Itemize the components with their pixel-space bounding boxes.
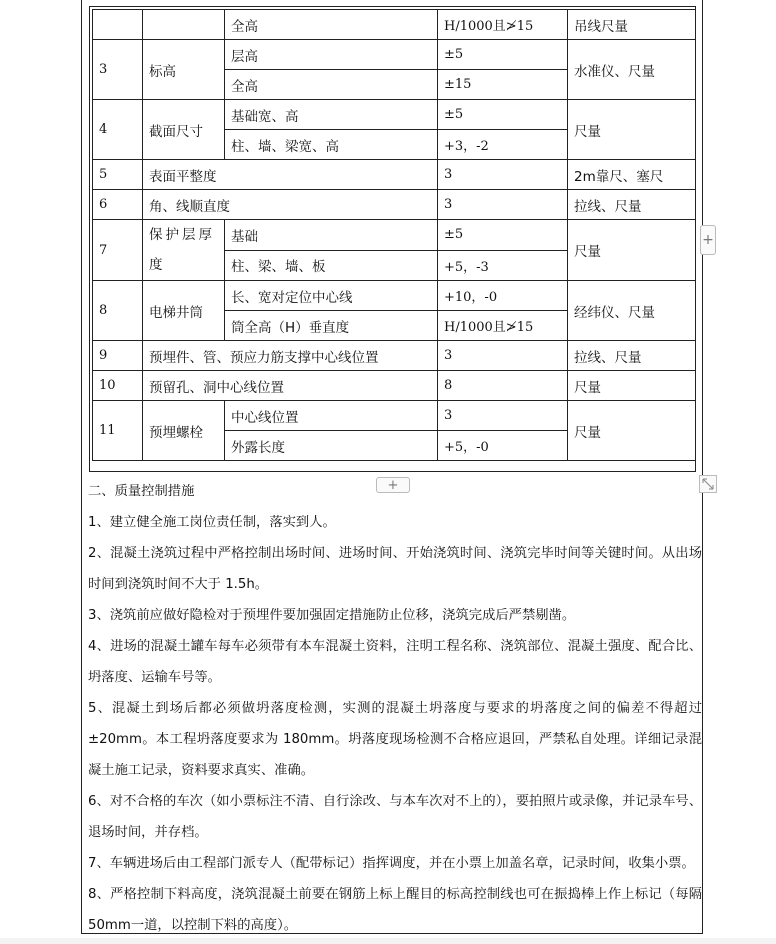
cell-method[interactable]: 尺量 <box>568 100 696 160</box>
table-row <box>93 190 696 220</box>
cell-no[interactable]: 8 <box>93 281 143 341</box>
cell-tolerance[interactable]: ±15 <box>438 70 568 100</box>
cell-method[interactable]: 吊线尺量 <box>568 10 696 40</box>
cell-method[interactable]: 水准仪、尺量 <box>568 40 696 100</box>
cell-method[interactable]: 拉线、尺量 <box>568 190 696 220</box>
cell-item[interactable]: 电梯井筒 <box>143 281 225 341</box>
cell-tolerance[interactable]: 8 <box>438 371 568 401</box>
cell-item[interactable]: 预埋螺栓 <box>143 401 225 461</box>
cell-item[interactable]: 角、线顺直度 <box>143 190 438 220</box>
cell-item[interactable]: 保护层厚度 <box>143 220 225 281</box>
cell-tolerance[interactable]: H/1000且≯15 <box>438 311 568 341</box>
cell-tolerance[interactable]: ±5 <box>438 100 568 130</box>
cell-tolerance[interactable]: +5，-0 <box>438 431 568 461</box>
cell-no[interactable]: 7 <box>93 220 143 281</box>
list-item: 1、建立健全施工岗位责任制，落实到人。 <box>88 515 336 530</box>
table-row <box>93 40 696 70</box>
cell-item[interactable]: 预留孔、洞中心线位置 <box>143 371 438 401</box>
cell-sub[interactable]: 柱、墙、梁宽、高 <box>225 130 438 160</box>
cell-no[interactable]: 9 <box>93 341 143 371</box>
tolerance-table <box>89 6 696 472</box>
cell-sub[interactable]: 筒全高（H）垂直度 <box>225 311 438 341</box>
cell-sub[interactable]: 外露长度 <box>225 431 438 461</box>
section-heading: 二、质量控制措施 <box>88 484 195 499</box>
cell-item[interactable]: 表面平整度 <box>143 160 438 190</box>
list-item: 5、混凝土到场后都必须做坍落度检测，实测的混凝土坍落度与要求的坍落度之间的偏差不得超过±20mm。本工程坍落度要求为 180mm。坍落度现场检测不合格应退回，严禁私自处理。详细记录混凝土施工记录，资料要求真实、准确。 <box>88 701 702 778</box>
add-column-button[interactable] <box>700 225 716 255</box>
table-row <box>93 341 696 371</box>
cell-tolerance[interactable]: 3 <box>438 160 568 190</box>
page-bottom-gutter <box>0 938 776 944</box>
cell-method[interactable]: 2m靠尺、塞尺 <box>568 160 696 190</box>
cell-sub[interactable]: 柱、梁、墙、板 <box>225 250 438 281</box>
table-row <box>93 401 696 431</box>
cell-tolerance[interactable]: 3 <box>438 401 568 431</box>
cell-sub[interactable]: 全高 <box>225 10 438 40</box>
table-row <box>93 371 696 401</box>
cell-tolerance[interactable]: +5，-3 <box>438 250 568 281</box>
cell-tolerance[interactable]: ±5 <box>438 220 568 251</box>
list-item: 3、浇筑前应做好隐检对于预埋件要加强固定措施防止位移，浇筑完成后严禁剔凿。 <box>88 608 576 623</box>
cell-sub[interactable]: 层高 <box>225 40 438 70</box>
cell-sub[interactable]: 长、宽对定位中心线 <box>225 281 438 311</box>
cell-item[interactable]: 标高 <box>143 40 225 100</box>
table-row <box>93 100 696 130</box>
list-item: 4、进场的混凝土罐车每车必须带有本车混凝土资料，注明工程名称、浇筑部位、混凝土强度、配合比、坍落度、运输车号等。 <box>88 639 702 685</box>
table-row <box>93 160 696 190</box>
cell-no[interactable]: 4 <box>93 100 143 160</box>
spec-table <box>92 9 696 461</box>
resize-arrows-icon <box>700 476 716 492</box>
cell-no[interactable]: 3 <box>93 40 143 100</box>
cell-sub[interactable]: 全高 <box>225 70 438 100</box>
cell-tolerance[interactable]: +3，-2 <box>438 130 568 160</box>
cell-no[interactable]: 10 <box>93 371 143 401</box>
cell-sub[interactable]: 中心线位置 <box>225 401 438 431</box>
cell-method[interactable]: 尺量 <box>568 220 696 281</box>
table-row <box>93 10 696 40</box>
cell-method[interactable]: 经纬仪、尺量 <box>568 281 696 341</box>
cell-tolerance[interactable]: ±5 <box>438 40 568 70</box>
list-item: 2、混凝土浇筑过程中严格控制出场时间、进场时间、开始浇筑时间、浇筑完毕时间等关键时间。从出场时间到浇筑时间不大于 1.5h。 <box>88 546 702 592</box>
cell-no[interactable]: 6 <box>93 190 143 220</box>
list-item: 7、车辆进场后由工程部门派专人（配带标记）指挥调度，并在小票上加盖名章，记录时间，收集小票。 <box>88 856 695 871</box>
table-row <box>93 281 696 311</box>
cell-no[interactable]: 11 <box>93 401 143 461</box>
cell-tolerance[interactable]: 3 <box>438 341 568 371</box>
cell-method[interactable]: 尺量 <box>568 401 696 461</box>
cell-sub[interactable]: 基础 <box>225 220 438 251</box>
cell-tolerance[interactable]: 3 <box>438 190 568 220</box>
cell-no[interactable] <box>93 10 143 40</box>
cell-no[interactable]: 5 <box>93 160 143 190</box>
cell-sub[interactable]: 基础宽、高 <box>225 100 438 130</box>
cell-item[interactable]: 截面尺寸 <box>143 100 225 160</box>
list-item: 6、对不合格的车次（如小票标注不清、自行涂改、与本车次对不上的），要拍照片或录像，并记录车号、退场时间，并存档。 <box>88 794 702 840</box>
cell-tolerance[interactable]: +10，-0 <box>438 281 568 311</box>
cell-method[interactable]: 拉线、尺量 <box>568 341 696 371</box>
plus-icon: + <box>702 232 714 248</box>
table-row <box>93 220 696 251</box>
quality-control-section <box>88 476 702 941</box>
cell-tolerance[interactable]: H/1000且≯15 <box>438 10 568 40</box>
cell-item[interactable]: 预埋件、管、预应力筋支撑中心线位置 <box>143 341 438 371</box>
cell-item[interactable] <box>143 10 225 40</box>
list-item: 8、严格控制下料高度，浇筑混凝土前要在钢筋上标上醒目的标高控制线也可在振捣棒上作上标记（每隔 50mm一道，以控制下料的高度）。 <box>88 887 702 933</box>
cell-method[interactable]: 尺量 <box>568 371 696 401</box>
plus-icon: + <box>387 477 399 493</box>
